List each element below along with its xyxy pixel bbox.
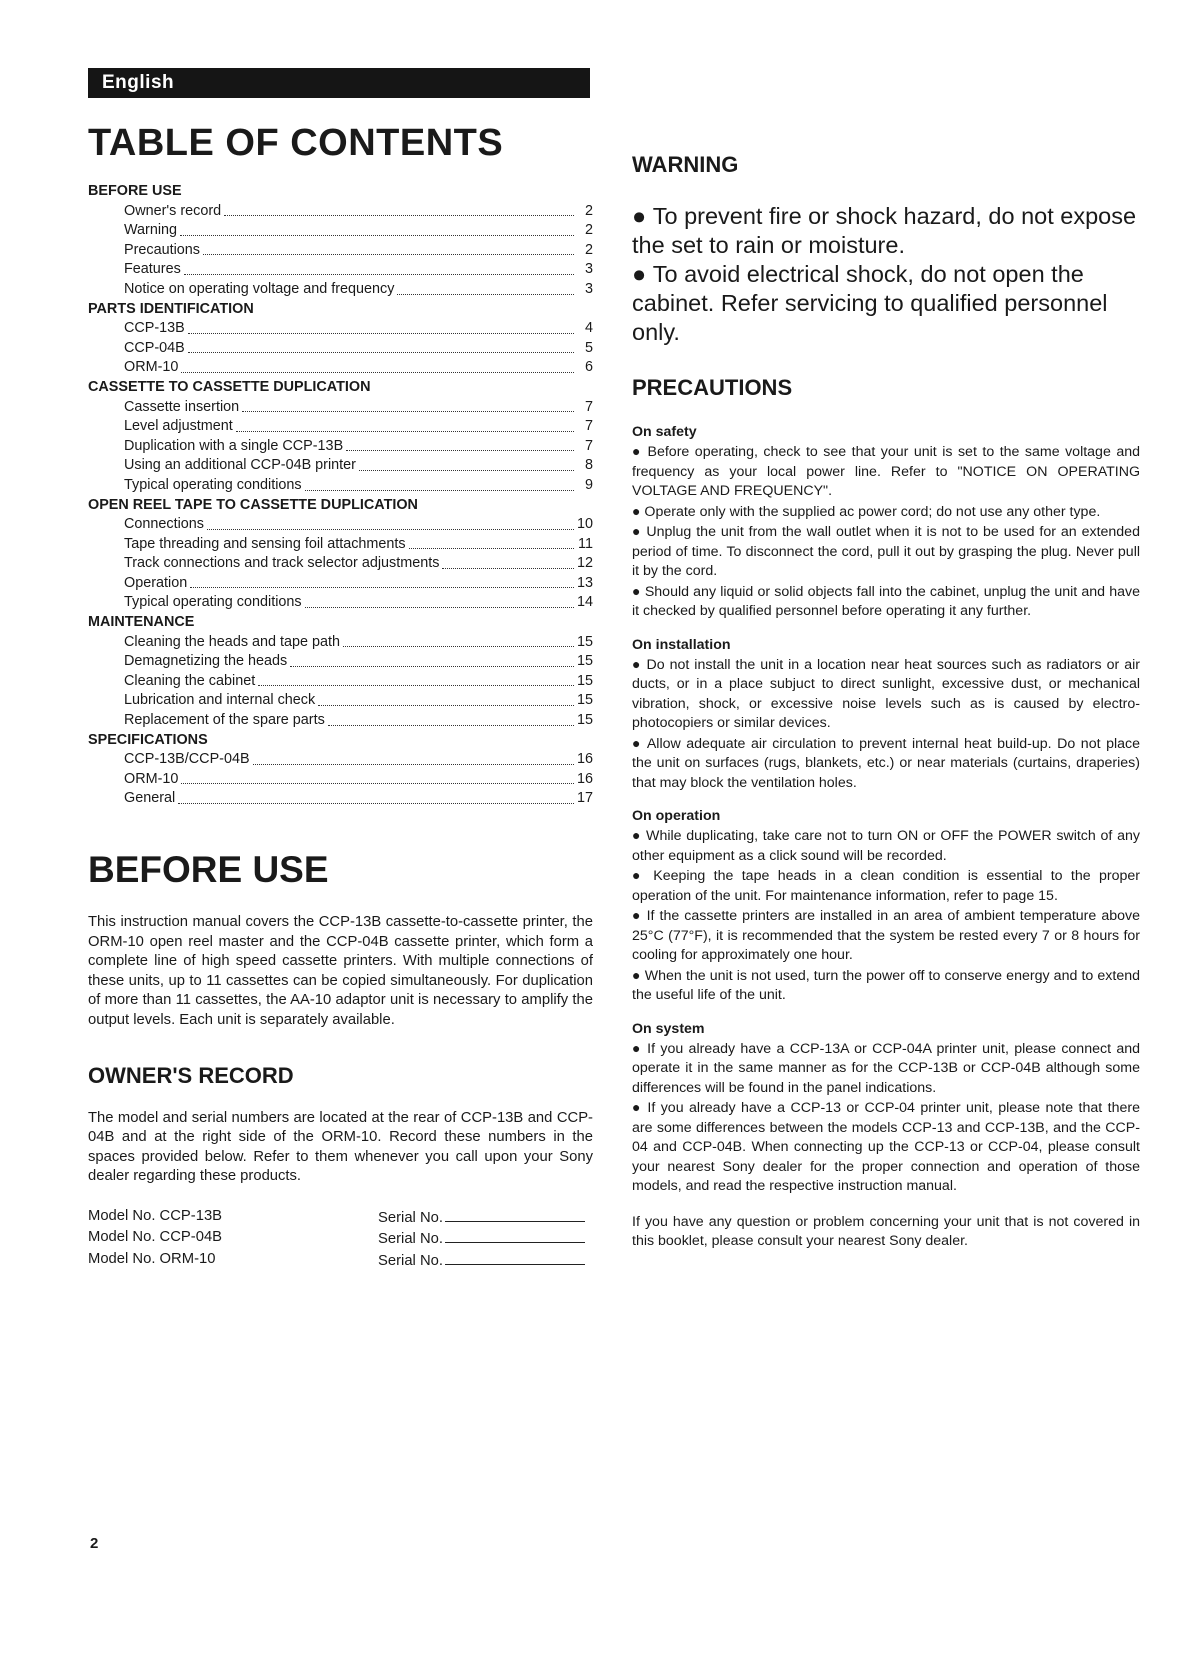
warning-title: WARNING	[632, 152, 739, 177]
toc-entry	[88, 554, 593, 574]
toc-entry	[88, 202, 593, 222]
before-use-body: This instruction manual covers the CCP-13B cassette-to-cassette printer, the ORM-10 open reel master and the CCP-04B cassette printer, which form a complete line of high speed cassette printers. With multiple connections of these units, up to 11 cassettes can be copied simultaneously. For duplication of more than 11 cassettes, the AA-10 adaptor unit is necessary to amplify the output levels. Each unit is separately available.	[88, 914, 593, 1028]
closing-note: If you have any question or problem concerning your unit that is not covered in this booklet, please consult your nearest Sony dealer.	[632, 1213, 1140, 1249]
toc-leader-dots	[346, 450, 574, 451]
model-number: Model No. ORM-10	[88, 1250, 216, 1267]
toc-entry-page: 2	[584, 222, 593, 239]
precaution-item: ● Before operating, check to see that your unit is set to the same voltage and frequency as your local power line. Refer to "NOTICE ON OPERATING VOLTAGE AND FREQUENCY".	[632, 443, 1140, 499]
toc-entry	[88, 221, 593, 241]
toc-entry-page: 8	[584, 457, 593, 474]
toc-entry-title: Track connections and track selector adjustments	[124, 555, 440, 572]
toc-entry-page: 12	[577, 555, 594, 572]
model-serial-row	[88, 1207, 593, 1229]
toc-entry	[88, 476, 593, 496]
toc-entry-title: Level adjustment	[124, 418, 233, 435]
toc-entry-title: Warning	[124, 222, 178, 239]
toc-entry-title: Cleaning the heads and tape path	[124, 633, 341, 650]
precautions-title: PRECAUTIONS	[632, 375, 793, 400]
toc-entry-title: Cassette insertion	[124, 398, 240, 415]
left-column	[88, 118, 593, 1271]
precaution-item: ● If you already have a CCP-13 or CCP-04 printer unit, please note that there are some differences between the models CCP-13 and CCP-13B, and the CCP-04 and CCP-04B. When connecting up the CCP-13 or CCP-04, please consult your nearest Sony dealer for the proper connection and operation of those models, and read the respective instruction manual.	[632, 1099, 1140, 1194]
toc-entry-title: Features	[124, 261, 181, 278]
toc-entry-title: Owner's record	[124, 202, 222, 219]
toc-entry	[88, 593, 593, 613]
toc-entry-title: Operation	[124, 574, 188, 591]
toc-title: TABLE OF CONTENTS	[88, 122, 504, 164]
toc-entry-title: CCP-13B	[124, 320, 185, 337]
toc-section-heading: OPEN REEL TAPE TO CASSETTE DUPLICATION	[88, 496, 418, 513]
toc-entry-page: 5	[584, 339, 593, 356]
toc-entry	[88, 574, 593, 594]
toc-entry-page: 10	[577, 516, 594, 533]
toc-leader-dots	[318, 705, 574, 706]
toc-leader-dots	[343, 646, 574, 647]
toc-entry	[88, 672, 593, 692]
toc-entry-title: Tape threading and sensing foil attachments	[124, 535, 406, 552]
toc-entry-page: 15	[577, 692, 594, 709]
toc-entry	[88, 535, 593, 555]
toc-entry-page: 15	[577, 633, 594, 650]
toc-entry	[88, 633, 593, 653]
toc-leader-dots	[178, 803, 574, 804]
toc-entry-page: 15	[577, 672, 594, 689]
precaution-item: ● Allow adequate air circulation to prevent internal heat build-up. Do not place the unit on surfaces (rugs, blankets, etc.) or near materials (curtains, draperies) that may block the ventilation holes.	[632, 734, 1140, 791]
toc-leader-dots	[258, 685, 574, 686]
before-use-title: BEFORE USE	[88, 849, 329, 890]
model-serial-list	[88, 1207, 593, 1272]
toc-entry	[88, 456, 593, 476]
toc-entry	[88, 417, 593, 437]
precaution-item: ● If the cassette printers are installed in an area of ambient temperature above 25°C (77°F), it is recommended that the system be rested every 7 or 8 hours for cooling for approximately one hour.	[632, 907, 1140, 963]
toc-entry	[88, 339, 593, 359]
toc-leader-dots	[180, 235, 574, 236]
toc-entry	[88, 319, 593, 339]
precaution-item: ● Do not install the unit in a location near heat sources such as radiators or air ducts, or in a place subjuct to direct sunlight, excessive dust, or mechanical vibration, shock, or excessive noise levels such as is caused by electro-photocopiers or similar devices.	[632, 655, 1140, 731]
toc-entry-title: Using an additional CCP-04B printer	[124, 457, 356, 474]
toc-leader-dots	[188, 352, 574, 353]
serial-label: Serial No.	[378, 1252, 443, 1269]
toc-entry	[88, 750, 593, 770]
toc-entry-title: Replacement of the spare parts	[124, 712, 325, 729]
toc-entry-title: Cleaning the cabinet	[124, 672, 256, 689]
serial-label: Serial No.	[378, 1231, 443, 1248]
toc-entry-title: General	[124, 790, 176, 807]
right-column	[632, 150, 1140, 1252]
toc-leader-dots	[397, 294, 574, 295]
owners-record-title: OWNER'S RECORD	[88, 1062, 294, 1088]
toc-entry-title: Connections	[124, 516, 204, 533]
serial-blank-line	[445, 1250, 585, 1265]
toc-entry-page: 7	[584, 398, 593, 415]
toc-entry	[88, 280, 593, 300]
toc-leader-dots	[359, 470, 574, 471]
toc-entry-title: Precautions	[124, 241, 200, 258]
toc-entry-page: 7	[584, 437, 593, 454]
toc-leader-dots	[409, 548, 574, 549]
serial-field	[378, 1207, 585, 1229]
toc-entry-title: Lubrication and internal check	[124, 692, 316, 709]
toc-section-heading: CASSETTE TO CASSETTE DUPLICATION	[88, 378, 371, 395]
toc-entry-title: ORM-10	[124, 359, 179, 376]
toc-leader-dots	[181, 783, 574, 784]
toc-leader-dots	[224, 215, 574, 216]
toc-entry	[88, 260, 593, 280]
toc-entry-page: 6	[584, 359, 593, 376]
toc-section-heading: BEFORE USE	[88, 183, 182, 199]
toc-entry-page: 7	[584, 418, 593, 435]
precaution-item: ● Unplug the unit from the wall outlet when it is not to be used for an extended period of time. To disconnect the cord, pull it out by grasping the plug. Never pull it by the cord.	[632, 523, 1140, 579]
precaution-item: ● When the unit is not used, turn the power off to conserve energy and to extend the useful life of the unit.	[632, 966, 1140, 1003]
toc-entry-title: Typical operating conditions	[124, 594, 302, 611]
toc-entry	[88, 515, 593, 535]
model-number: Model No. CCP-13B	[88, 1207, 223, 1224]
toc-entry-page: 2	[584, 202, 593, 219]
language-label: English	[102, 72, 175, 93]
toc-leader-dots	[184, 274, 574, 275]
toc-leader-dots	[290, 666, 574, 667]
warning-item: ● To prevent fire or shock hazard, do not expose the set to rain or moisture.	[632, 203, 1137, 258]
toc-entry-title: Demagnetizing the heads	[124, 653, 288, 670]
toc-leader-dots	[442, 568, 574, 569]
toc-entry-page: 3	[584, 261, 593, 278]
on-safety-heading: On safety	[632, 424, 697, 440]
toc-section-heading: SPECIFICATIONS	[88, 731, 208, 748]
on-installation-heading: On installation	[632, 636, 731, 653]
toc-entry	[88, 770, 593, 790]
toc-entry-title: Duplication with a single CCP-13B	[124, 437, 344, 454]
toc-entry-page: 15	[577, 653, 594, 670]
language-banner	[88, 68, 590, 98]
toc-leader-dots	[328, 725, 574, 726]
toc-leader-dots	[203, 254, 574, 255]
toc-leader-dots	[242, 411, 574, 412]
toc-entry-title: CCP-13B/CCP-04B	[124, 751, 250, 768]
toc-leader-dots	[181, 372, 574, 373]
toc-leader-dots	[190, 587, 574, 588]
toc-entry-page: 15	[577, 712, 594, 729]
precaution-item: ● If you already have a CCP-13A or CCP-04A printer unit, please connect and operate it in the same manner as for the CCP-13B or CCP-04B although some differences will be found in the panel indications.	[632, 1039, 1140, 1096]
toc-entry-page: 16	[577, 770, 594, 787]
warning-item: ● To avoid electrical shock, do not open the cabinet. Refer servicing to qualified personnel only.	[632, 261, 1108, 345]
toc-leader-dots	[188, 333, 574, 334]
on-system-heading: On system	[632, 1020, 705, 1037]
toc-section-heading: PARTS IDENTIFICATION	[88, 300, 254, 317]
serial-label: Serial No.	[378, 1209, 443, 1226]
model-serial-row	[88, 1228, 593, 1250]
page-number: 2	[90, 1535, 99, 1552]
toc-entry-page: 3	[584, 280, 593, 297]
toc-leader-dots	[305, 607, 574, 608]
precaution-item: ● While duplicating, take care not to turn ON or OFF the POWER switch of any other equipment as a click sound will be recorded.	[632, 827, 1140, 864]
serial-blank-line	[445, 1228, 585, 1243]
toc-leader-dots	[207, 529, 574, 530]
toc-entry-title: CCP-04B	[124, 339, 185, 356]
toc-entry-title: Notice on operating voltage and frequency	[124, 280, 395, 297]
toc-entry-page: 14	[577, 594, 594, 611]
serial-blank-line	[445, 1207, 585, 1222]
toc-entry-page: 9	[584, 476, 593, 493]
toc-entry-page: 11	[578, 535, 593, 552]
toc-leader-dots	[236, 431, 574, 432]
serial-field	[378, 1228, 585, 1250]
warning-list	[632, 202, 1140, 347]
toc-entry-page: 13	[577, 574, 594, 591]
toc-section-heading: MAINTENANCE	[88, 614, 195, 631]
toc-entry	[88, 652, 593, 672]
serial-field	[378, 1250, 585, 1272]
toc-leader-dots	[253, 764, 574, 765]
precaution-item: ● Should any liquid or solid objects fall into the cabinet, unplug the unit and have it checked by qualified personnel before operating it any further.	[632, 582, 1140, 619]
toc-entry	[88, 358, 593, 378]
toc-entry	[88, 789, 593, 809]
toc-entry	[88, 711, 593, 731]
toc-entry	[88, 241, 593, 261]
model-number: Model No. CCP-04B	[88, 1229, 223, 1246]
precaution-item: ● Keeping the tape heads in a clean condition is essential to the proper operation of the unit. For maintenance information, refer to page 15.	[632, 867, 1140, 904]
on-operation-heading: On operation	[632, 808, 721, 824]
owners-record-body: The model and serial numbers are located at the rear of CCP-13B and CCP-04B and at the right side of the ORM-10. Record these numbers in the spaces provided below. Refer to them whenever you call upon your Sony dealer regarding these products.	[88, 1109, 593, 1185]
toc-entry-page: 17	[577, 790, 594, 807]
toc-entry-title: Typical operating conditions	[124, 476, 302, 493]
precaution-item: ● Operate only with the supplied ac power cord; do not use any other type.	[632, 502, 1101, 520]
toc-entry-page: 4	[584, 320, 593, 337]
toc-entry-page: 16	[577, 751, 594, 768]
toc-entry	[88, 398, 593, 418]
toc-leader-dots	[305, 490, 574, 491]
toc-entry-title: ORM-10	[124, 770, 179, 787]
table-of-contents	[88, 182, 593, 809]
toc-entry	[88, 691, 593, 711]
model-serial-row	[88, 1250, 593, 1272]
toc-entry-page: 2	[584, 241, 593, 258]
toc-entry	[88, 437, 593, 457]
